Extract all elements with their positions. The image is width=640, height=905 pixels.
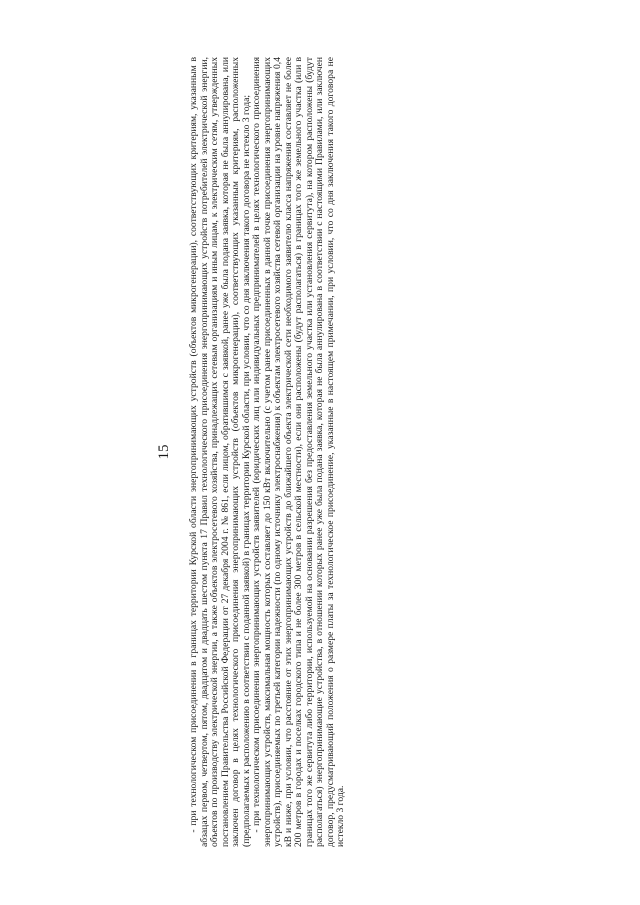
- page-number: 15: [156, 444, 172, 460]
- paragraph-legal-entities-150kw: - при технологическом присоединении энергопринимающих устройств заявителей (юридических лиц или индивидуальных предпринимателей в целях технологического присоединения энергопринимающих устройств, максимальная мощность которых составляет до 150 кВт включительно (с учетом ранее присоединенных в данной точке присоединения энергопринимающих устройств), присоединяемых по третьей категории надежности (по одному источнику электроснабжения) к объектам электросетевого хозяйства сетевой организации на уровне напряжения 0,4 кВ и ниже, при условии, что расстояние от этих энергопринимающих устройств до ближайшего объекта электрической сети необходимого заявителю класса напряжения составляет не более 200 метров в городах и поселках городского типа и не более 300 метров в сельской местности), если они расположены (будут располагаться) в границах того же земельного участка (или в границах того же сервитута либо территории, используемой на основании разрешения без предоставления земельного участка или установления сервитута), на котором расположены (будут располагаться) энергопринимающие устройства, в отношении которых ранее уже была подана заявка, которая не была аннулирована в соответствии с настоящими Правилами, или заключен договор, предусматривающий положения о размере платы за технологическое присоединение, указанные в настоящем примечании, при условии, что со дня заключения такого договора не истекло 3 года.: [251, 57, 346, 847]
- paragraph-microgeneration-criteria: - при технологическом присоединении в границах территории Курской области энергопринимающих устройств (объектов микрогенерации), соответствующих критериям, указанным в абзацах первом, четвертом, пятом, двадцатом и двадцать шестом пункта 17 Правил технологического присоединения энергопринимающих устройств потребителей электрической энергии, объектов по производству электрической энергии, а также объектов электросетевого хозяйства, принадлежащих сетевым организациям и иным лицам, к электрическим сетям, утвержденных постановлением Правительства Российской Федерации от 27 декабря 2004 г. № 861, если лицом, обратившимся с заявкой, ранее уже была подана заявка, которая не была аннулирована, или заключен договор в целях технологического присоединения энергопринимающих устройств (объектов микрогенерации), соответствующих указанным критериям, расположенных (предполагаемых к расположению в соответствии с поданной заявкой) в границах территории Курской области, при условии, что со дня заключения такого договора не истекло 3 года;: [188, 57, 252, 847]
- rotated-document-page: [155, 57, 485, 847]
